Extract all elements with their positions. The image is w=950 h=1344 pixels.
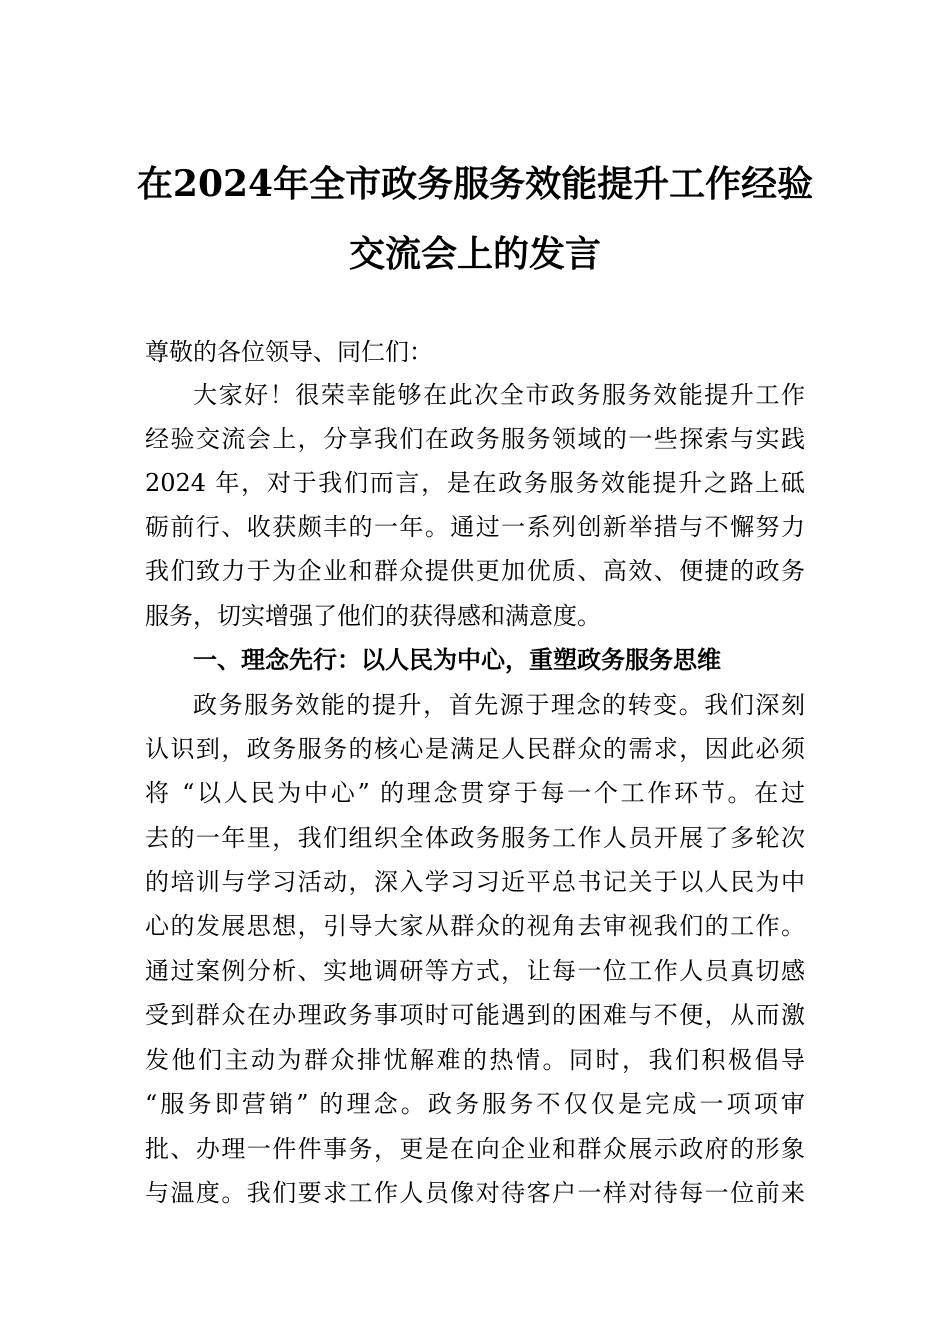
document-title-line-2: 交流会上的发言	[348, 233, 601, 275]
salutation: 尊敬的各位领导、同仁们：	[145, 338, 433, 366]
body-line: 去的一年里，我们组织全体政务服务工作人员开展了多轮次	[145, 824, 805, 852]
body-line: 的培训与学习活动，深入学习习近平总书记关于以人民为中	[145, 868, 805, 896]
body-line: 发他们主动为群众排忧解难的热情。同时，我们积极倡导	[145, 1046, 805, 1074]
section-heading: 一、理念先行：以人民为中心，重塑政务服务思维	[193, 646, 721, 674]
body-line: 大家好！很荣幸能够在此次全市政务服务效能提升工作	[193, 381, 805, 409]
body-line: 心的发展思想，引导大家从群众的视角去审视我们的工作。	[145, 912, 805, 940]
body-line: 我们致力于为企业和群众提供更加优质、高效、便捷的政务	[145, 557, 805, 585]
body-line: 政务服务效能的提升，首先源于理念的转变。我们深刻	[193, 691, 805, 719]
body-line: 将 “以人民为中心” 的理念贯穿于每一个工作环节。在过	[145, 779, 805, 807]
body-line: 服务，切实增强了他们的获得感和满意度。	[145, 602, 601, 630]
body-line: 砺前行、收获颇丰的一年。通过一系列创新举措与不懈努力	[145, 513, 805, 541]
body-line: 通过案例分析、实地调研等方式，让每一位工作人员真切感	[145, 957, 805, 985]
document-title-line-1: 在2024年全市政务服务效能提升工作经验	[136, 163, 814, 205]
body-line: 与温度。我们要求工作人员像对待客户一样对待每一位前来	[145, 1179, 805, 1207]
body-line: 经验交流会上，分享我们在政务服务领域的一些探索与实践	[145, 425, 805, 453]
body-line: 2024 年，对于我们而言，是在政务服务效能提升之路上砥	[145, 469, 805, 497]
body-line: 受到群众在办理政务事项时可能遇到的困难与不便，从而激	[145, 1001, 805, 1029]
body-line: 批、办理一件件事务，更是在向企业和群众展示政府的形象	[145, 1135, 805, 1163]
body-line: “服务即营销” 的理念。政务服务不仅仅是完成一项项审	[145, 1090, 805, 1118]
body-line: 认识到，政务服务的核心是满足人民群众的需求，因此必须	[145, 735, 805, 763]
